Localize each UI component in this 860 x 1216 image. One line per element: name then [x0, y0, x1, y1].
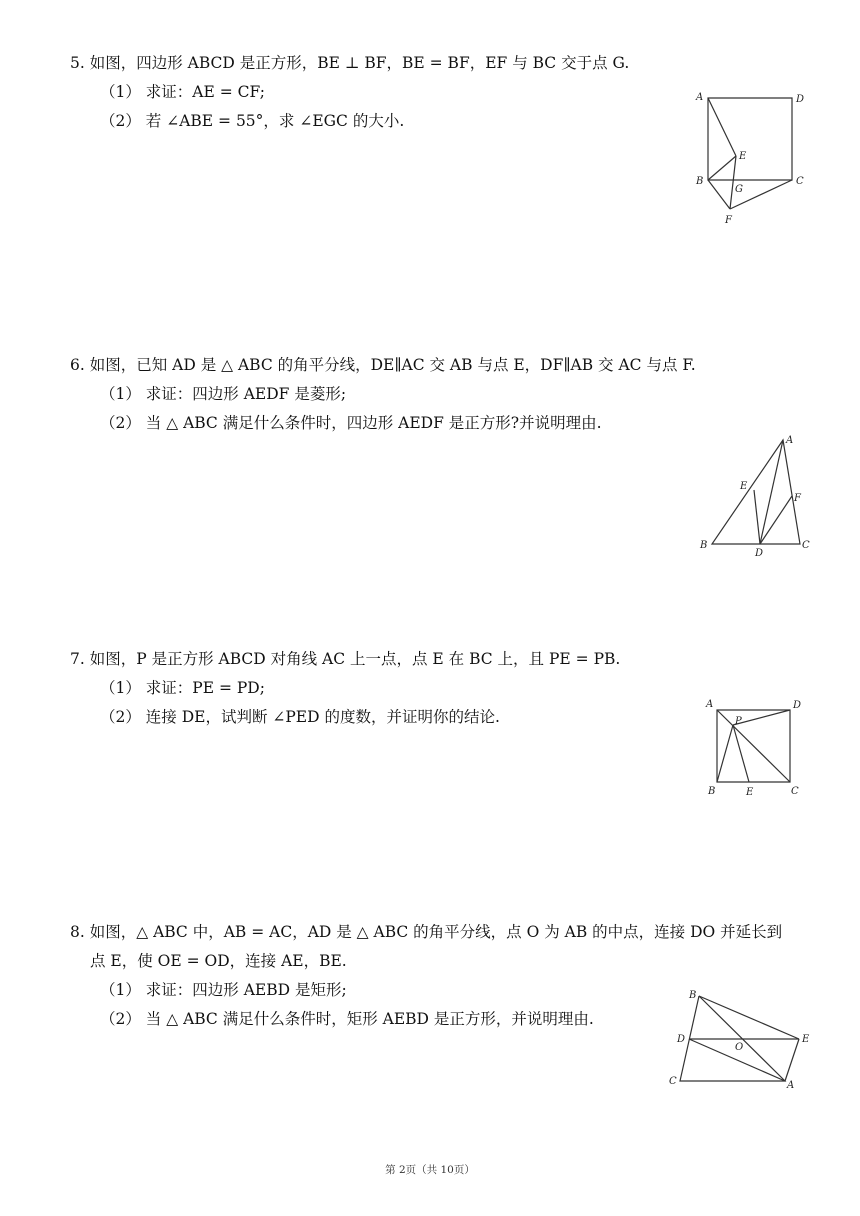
label-c: C — [802, 540, 810, 551]
problem-6-figure — [693, 430, 823, 560]
problem-7-figure — [700, 694, 815, 804]
problem-8-stem: 8. 如图，△ ABC 中，AB = AC，AD 是 △ ABC 的角平分线，点 O 为 AB 的中点，连接 DO 并延长到 — [70, 923, 783, 941]
label-g: G — [735, 184, 743, 195]
diagonal-ac — [717, 710, 790, 782]
label-c: C — [796, 176, 804, 187]
label-e: E — [802, 1034, 810, 1045]
problem-8-figure — [660, 984, 820, 1099]
label-a: A — [787, 1080, 795, 1091]
label-e: E — [739, 151, 747, 162]
problem-5-stem: 5. 如图，四边形 ABCD 是正方形，BE ⊥ BF，BE = BF，EF 与 BC 交于点 G. — [70, 54, 630, 72]
label-e: E — [746, 787, 754, 798]
segment-be — [699, 996, 799, 1039]
problem-7-part-1: （1） 求证：PE = PD; — [100, 679, 265, 697]
problem-6-part-1: （1） 求证：四边形 AEDF 是菱形; — [100, 385, 347, 403]
triangle-abc — [712, 440, 800, 544]
problem-6-stem: 6. 如图，已知 AD 是 △ ABC 的角平分线，DE∥AC 交 AB 与点 E，DF∥AB 交 AC 与点 F. — [70, 356, 696, 374]
label-d: D — [677, 1034, 686, 1045]
segment-ae — [708, 98, 736, 156]
problem-8-part-2: （2） 当 △ ABC 满足什么条件时，矩形 AEBD 是正方形，并说明理由. — [100, 1010, 594, 1028]
problem-8-part-1: （1） 求证：四边形 AEBD 是矩形; — [100, 981, 347, 999]
label-b: B — [700, 540, 708, 551]
label-d: D — [793, 700, 802, 711]
label-o: O — [735, 1042, 744, 1053]
segment-be — [708, 156, 736, 180]
problem-5-part-2: （2） 若 ∠ABE = 55°，求 ∠EGC 的大小. — [100, 112, 405, 130]
label-e: E — [740, 481, 748, 492]
segment-de — [754, 490, 760, 544]
problem-6 — [70, 351, 820, 438]
label-f: F — [794, 493, 801, 504]
problem-8-stem-continued: 点 E，使 OE = OD，连接 AE，BE. — [90, 952, 347, 970]
label-f: F — [725, 215, 732, 226]
problem-6-part-2: （2） 当 △ ABC 满足什么条件时，四边形 AEDF 是正方形?并说明理由. — [100, 414, 602, 432]
segment-bf — [708, 180, 730, 209]
problem-7-part-2: （2） 连接 DE，试判断 ∠PED 的度数，并证明你的结论. — [100, 708, 500, 726]
label-b: B — [696, 176, 704, 187]
label-p: P — [735, 716, 742, 727]
problem-5-figure — [690, 86, 820, 231]
label-a: A — [706, 699, 714, 710]
label-c: C — [791, 786, 799, 797]
problem-7-stem: 7. 如图，P 是正方形 ABCD 对角线 AC 上一点，点 E 在 BC 上，且 PE = PB. — [70, 650, 621, 668]
segment-ad — [760, 440, 783, 544]
label-c: C — [669, 1076, 677, 1087]
label-d: D — [796, 94, 805, 105]
label-d: D — [755, 548, 764, 559]
label-b: B — [708, 786, 716, 797]
page-footer: 第 2页（共 10页） — [385, 1164, 475, 1176]
problem-5-part-1: （1） 求证：AE = CF; — [100, 83, 265, 101]
segment-ae — [785, 1039, 799, 1081]
label-a: A — [786, 435, 794, 446]
square-abcd — [708, 98, 792, 180]
label-a: A — [696, 92, 704, 103]
segment-pb — [717, 725, 733, 782]
label-b: B — [689, 990, 697, 1001]
segment-ef — [730, 156, 736, 209]
